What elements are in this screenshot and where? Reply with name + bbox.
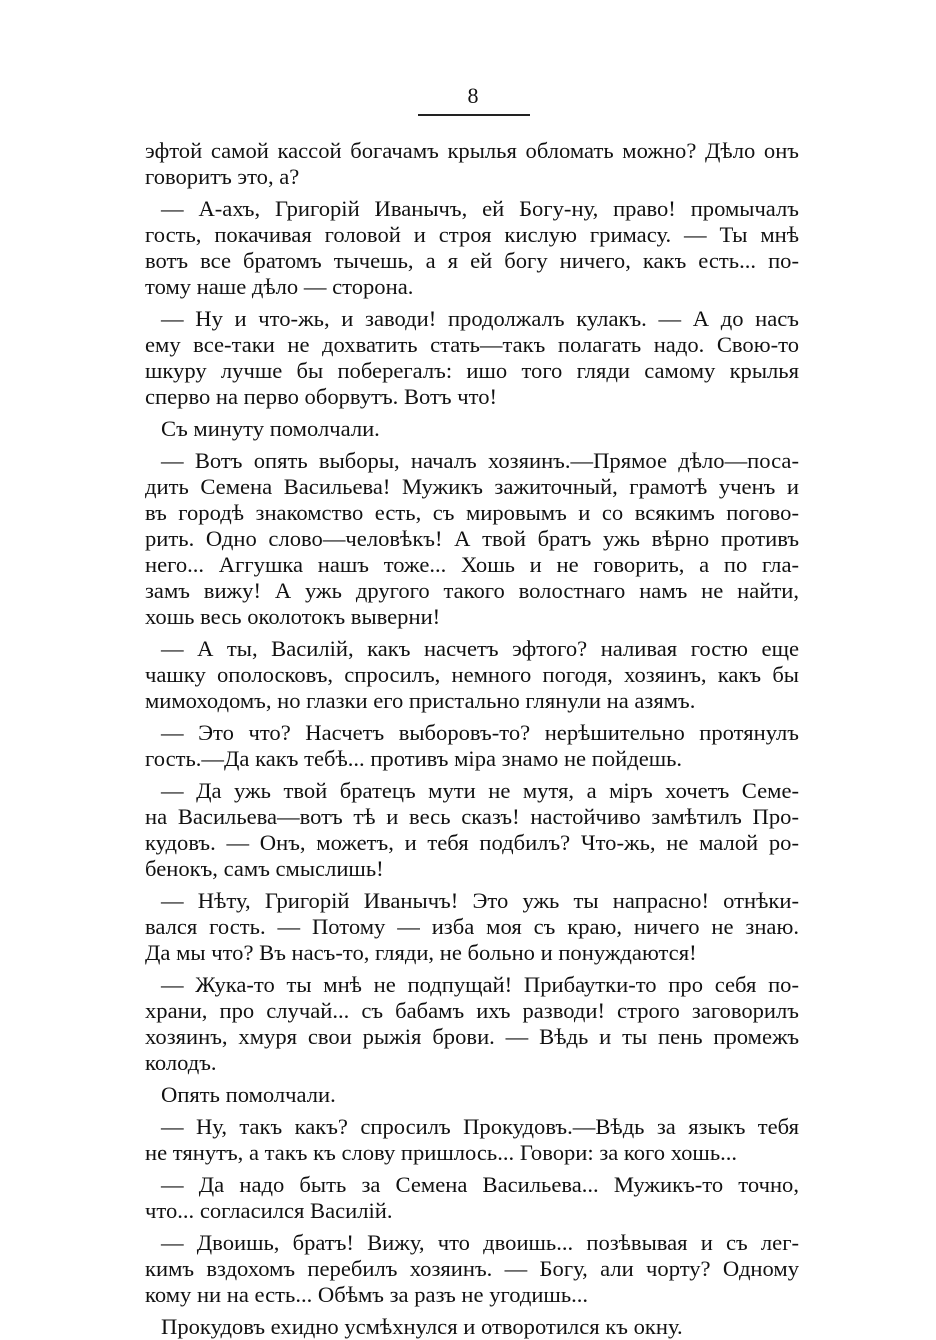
text-line: на Васильева—вотъ тѣ и весь сказъ! настойчиво замѣтилъ Про- <box>145 804 799 829</box>
text-line: рить. Одно слово—человѣкъ! А твой братъ ужь вѣрно противъ <box>145 526 799 551</box>
text-line: бенокъ, самъ смыслишь! <box>145 856 384 881</box>
paragraph <box>145 416 799 442</box>
text-line: — Да ужь твой братецъ мути не мутя, а міръ хочетъ Семе- <box>161 778 799 803</box>
text-line: вотъ все братомъ тычешь, а я ей богу ничего, какъ есть... по- <box>145 248 799 273</box>
text-line: — Жука-то ты мнѣ не подпущай! Прибаутки-то про себя по- <box>161 972 799 997</box>
text-line: — Нѣту, Григорій Иванычъ! Это ужь ты напрасно! отнѣки- <box>161 888 799 913</box>
text-line: мимоходомъ, но глазки его пристально глянули на азямъ. <box>145 688 696 713</box>
text-line: храни, про случай... съ бабамъ ихъ разводи! строго заговорилъ <box>145 998 799 1023</box>
paragraph <box>145 1114 799 1166</box>
paragraph <box>145 138 799 190</box>
text-line: — А-ахъ, Григорій Иванычъ, ей Богу-ну, право! промычалъ <box>161 196 799 221</box>
paragraph <box>145 1314 799 1340</box>
paragraph <box>145 636 799 714</box>
paragraph <box>145 720 799 772</box>
paragraph <box>145 1172 799 1224</box>
text-line: замъ вижу! А ужь другого такого волостнаго намъ не найти, <box>145 578 799 603</box>
text-line: Да мы что? Въ насъ-то, гляди, не больно и понуждаются! <box>145 940 697 965</box>
header-rule <box>418 114 530 116</box>
paragraph <box>145 448 799 630</box>
text-line: что... согласился Василій. <box>145 1198 393 1223</box>
text-line: кимъ вздохомъ перебилъ хозяинъ. — Богу, али чорту? Одному <box>145 1256 799 1281</box>
text-line: говоритъ это, а? <box>145 164 300 189</box>
text-line: дить Семена Васильева! Мужикъ зажиточный, грамотѣ ученъ и <box>145 474 799 499</box>
text-line: колодъ. <box>145 1050 217 1075</box>
paragraph <box>145 888 799 966</box>
paragraph <box>145 778 799 882</box>
body-text <box>145 138 799 1340</box>
text-line: — Ну и что-жь, и заводи! продолжалъ кулакъ. — А до насъ <box>161 306 799 331</box>
text-line: гость.—Да какъ тебѣ... противъ міра знамо не пойдешь. <box>145 746 683 771</box>
paragraph <box>145 306 799 410</box>
text-line: — Ну, такъ какъ? спросилъ Прокудовъ.—Вѣдь за языкъ тебя <box>161 1114 799 1139</box>
page-number: 8 <box>467 83 479 108</box>
paragraph <box>145 1082 799 1108</box>
paragraph <box>145 196 799 300</box>
text-line: Прокудовъ ехидно усмѣхнулся и отворотился къ окну. <box>161 1314 683 1339</box>
text-line: — Да надо быть за Семена Васильева... Мужикъ-то точно, <box>161 1172 799 1197</box>
text-line: него... Аггушка нашъ тоже... Хошь и не говорить, а по гла- <box>145 552 799 577</box>
text-line: чашку ополосковъ, спросилъ, немного погодя, хозяинъ, какъ бы <box>145 662 799 687</box>
text-line: Съ минуту помолчали. <box>161 416 380 441</box>
text-line: — Двоишь, братъ! Вижу, что двоишь... позѣвывая и съ лег- <box>161 1230 799 1255</box>
text-line: гость, покачивая головой и строя кислую гримасу. — Ты мнѣ <box>145 222 799 247</box>
paragraph <box>145 1230 799 1308</box>
text-line: хозяинъ, хмуря свои рыжія брови. — Вѣдь и ты пень промежъ <box>145 1024 799 1049</box>
text-line: ему все-таки не дохватить стать—такъ полагать надо. Свою-то <box>145 332 799 357</box>
text-line: сперво на перво оборвутъ. Вотъ что! <box>145 384 498 409</box>
text-line: кудовъ. — Онъ, можетъ, и тебя подбилъ? Что-жь, не малой ро- <box>145 830 799 855</box>
text-line: — А ты, Василій, какъ насчетъ эфтого? наливая гостю еще <box>161 636 799 661</box>
text-line: — Это что? Насчетъ выборовъ-то? нерѣшительно протянулъ <box>161 720 799 745</box>
text-line: шкуру лучше бы поберегалъ: ишо того гляди самому крылья <box>145 358 799 383</box>
text-line: не тянутъ, а такъ къ слову пришлось... Говори: за кого хошь... <box>145 1140 738 1165</box>
text-line: Опять помолчали. <box>161 1082 336 1107</box>
text-line: вался гость. — Потому — изба моя съ краю, ничего не знаю. <box>145 914 799 939</box>
text-line: въ городѣ знакомство есть, съ мировымъ и со всякимъ погово- <box>145 500 799 525</box>
text-line: тому наше дѣло — сторона. <box>145 274 414 299</box>
text-line: хошь весь околотокъ выверни! <box>145 604 441 629</box>
text-line: — Вотъ опять выборы, началъ хозяинъ.—Прямое дѣло—поса- <box>161 448 799 473</box>
text-line: кому ни на есть... Обѣмъ за разъ не угодишь... <box>145 1282 589 1307</box>
paragraph <box>145 972 799 1076</box>
text-line: эфтой самой кассой богачамъ крылья обломать можно? Дѣло онъ <box>145 138 799 163</box>
